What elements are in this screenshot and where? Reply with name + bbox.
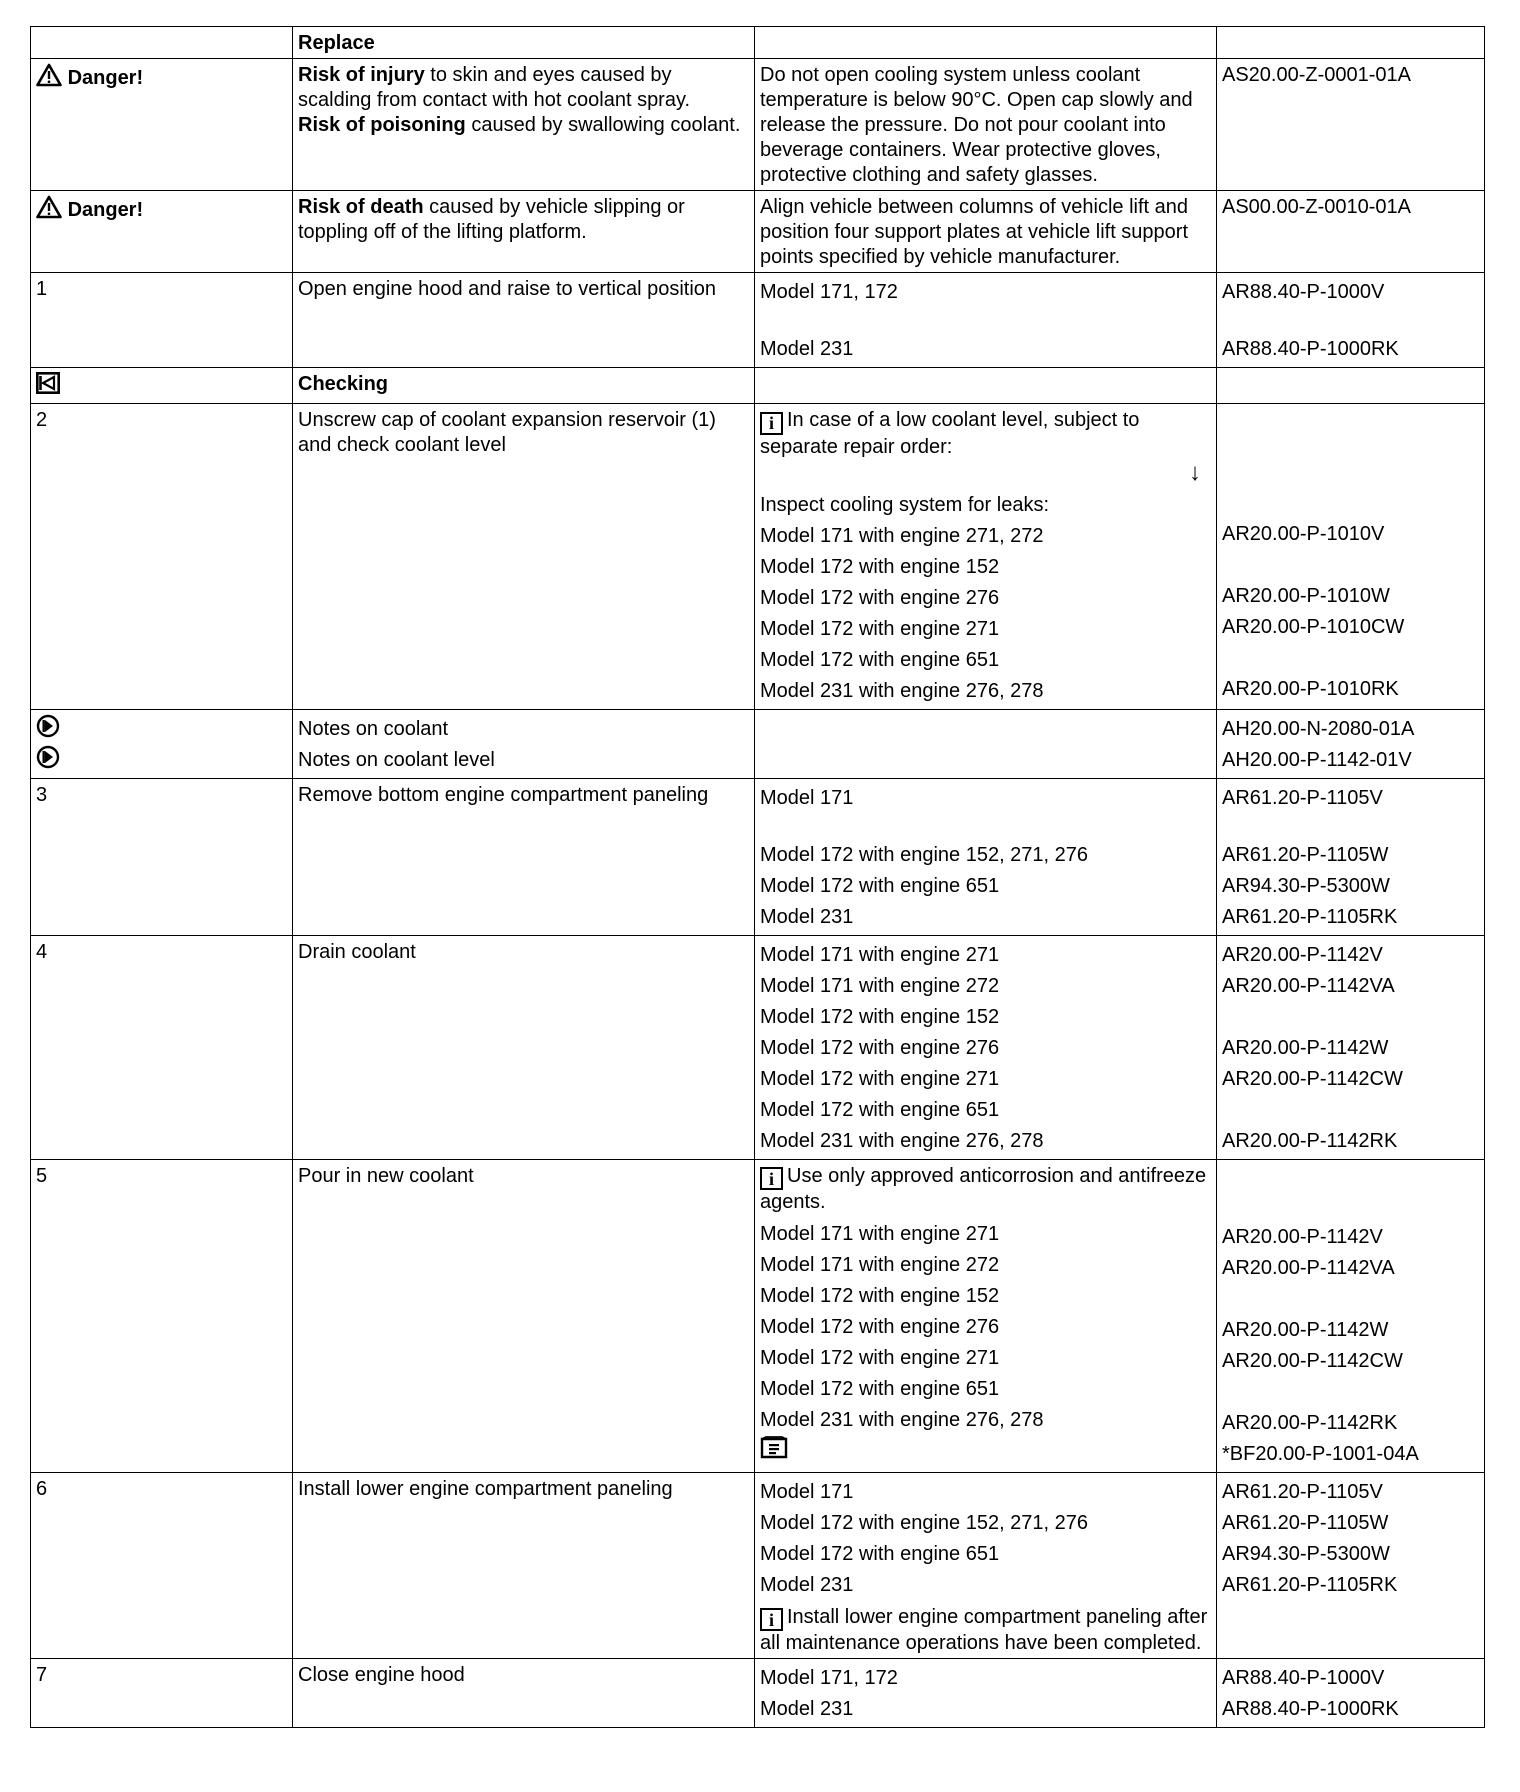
reference-list: AR20.00-P-1142V AR20.00-P-1142VA AR20.00-P-1142W AR20.00-P-1142CW AR20.00-P-1142RK: [1217, 935, 1485, 1159]
info-icon: i: [760, 1608, 783, 1631]
warning-triangle-icon: [36, 195, 62, 226]
danger-label: Danger!: [67, 67, 144, 89]
reference-list: AR20.00-P-1010V AR20.00-P-1010W AR20.00-P-1010CW AR20.00-P-1010RK: [1217, 404, 1485, 710]
info-note: i Install lower engine compartment paneling after all maintenance operations have been completed.: [760, 1605, 1208, 1654]
step-number: 7: [31, 1659, 293, 1728]
step-number: 1: [31, 273, 293, 368]
procedure-document: [30, 26, 1484, 1728]
danger-row-2: [31, 191, 1485, 273]
step-action: Install lower engine compartment paneling: [293, 1472, 755, 1659]
notes-reference-icon: [36, 714, 60, 748]
notes-link[interactable]: Notes on coolant: [298, 717, 449, 740]
step-row-6: [31, 1472, 1485, 1659]
reference-list: AR20.00-P-1142V AR20.00-P-1142VA AR20.00-P-1142W AR20.00-P-1142CW AR20.00-P-1142RK *BF20.00-P-1001-04A: [1217, 1159, 1485, 1472]
model-list: Model 171, 172 Model 231: [755, 1659, 1217, 1728]
model-list: Model 171 Model 172 with engine 152, 271, 276 Model 172 with engine 651 Model 231: [755, 778, 1217, 935]
model-list: Model 171 with engine 271 Model 171 with engine 272 Model 172 with engine 152 Model 172 with engine 276 Model 172 with engine 271 Model 172 with engine 651 Model 231 with engine 276, 278: [755, 935, 1217, 1159]
model-list: i Use only approved anticorrosion and antifreeze agents. Model 171 with engine 271 Model 171 with engine 272 Model 172 with engine 152 Model 172 with engine 276 Model 172 with engine 271 Model 172 with engine 651 Model 231 with engine 276, 278: [755, 1159, 1217, 1472]
step-row-1: [31, 273, 1485, 368]
step-number: 6: [31, 1472, 293, 1659]
replace-heading-row: [31, 27, 1485, 59]
reference-code: AS00.00-Z-0010-01A: [1217, 191, 1485, 273]
reference-list: AR88.40-P-1000V AR88.40-P-1000RK: [1217, 1659, 1485, 1728]
reference-code: AS20.00-Z-0001-01A: [1217, 59, 1485, 191]
model-list: i In case of a low coolant level, subject to separate repair order: ↓ Inspect cooling system for leaks: Model 171 with engine 271, 272 Model 172 with engine 152 Model 172 with engine 276 Model 172 with engine 271 Model 172 with engine 651 Model 231 with engine 276, 278: [755, 404, 1217, 710]
model-list: Model 171 Model 172 with engine 152, 271, 276 Model 172 with engine 651 Model 231 i Install lower engine compartment paneling after all maintenance operations have been completed.: [755, 1472, 1217, 1659]
step-row-5: [31, 1159, 1485, 1472]
reference-list: AR88.40-P-1000V AR88.40-P-1000RK: [1217, 273, 1485, 368]
step-action: Pour in new coolant: [293, 1159, 755, 1472]
info-note: i In case of a low coolant level, subject to separate repair order:: [760, 409, 1140, 458]
risk-description: Risk of death caused by vehicle slipping or toppling off of the lifting platform.: [293, 191, 755, 273]
model-list: Model 171, 172 Model 231: [755, 273, 1217, 368]
reference-list: AR61.20-P-1105V AR61.20-P-1105W AR94.30-P-5300W AR61.20-P-1105RK: [1217, 1472, 1485, 1659]
step-number: 5: [31, 1159, 293, 1472]
step-row-4: [31, 935, 1485, 1159]
protective-measure: Align vehicle between columns of vehicle lift and position four support plates at vehicle lift support points specified by vehicle manufacturer.: [755, 191, 1217, 273]
step-action: Drain coolant: [293, 935, 755, 1159]
step-action: Remove bottom engine compartment paneling: [293, 778, 755, 935]
reference-list: AR61.20-P-1105V AR61.20-P-1105W AR94.30-P-5300W AR61.20-P-1105RK: [1217, 778, 1485, 935]
specification-ref: *BF20.00-P-1001-04A: [1222, 1442, 1419, 1465]
notes-reference-icon: [36, 745, 60, 779]
step-row-2: [31, 404, 1485, 710]
notes-link[interactable]: Notes on coolant level: [298, 748, 495, 771]
step-action: Unscrew cap of coolant expansion reservoir (1) and check coolant level: [293, 404, 755, 710]
risk-description: Risk of injury to skin and eyes caused by scalding from contact with hot coolant spray. Risk of poisoning caused by swallowing coolant.: [293, 59, 755, 191]
step-number: 2: [31, 404, 293, 710]
down-arrow-icon: ↓: [1189, 458, 1201, 486]
info-note: i Use only approved anticorrosion and antifreeze agents.: [760, 1164, 1207, 1213]
notes-row: Notes on coolant Notes on coolant level AH20.00-N-2080-01A AH20.00-P-1142-01V: [31, 709, 1485, 778]
checking-heading-row: [31, 368, 1485, 404]
checking-heading: Checking: [293, 368, 755, 404]
warning-triangle-icon: [36, 63, 62, 94]
specification-icon: [760, 1436, 788, 1470]
info-icon: i: [760, 1167, 783, 1190]
step-action: Close engine hood: [293, 1659, 755, 1728]
checking-symbol-icon: [36, 372, 60, 401]
danger-row-1: [31, 59, 1485, 191]
step-action: Open engine hood and raise to vertical position: [293, 273, 755, 368]
step-number: 3: [31, 778, 293, 935]
step-row-3: [31, 778, 1485, 935]
procedure-table: [30, 26, 1485, 1728]
step-row-7: [31, 1659, 1485, 1728]
replace-heading: Replace: [293, 27, 755, 59]
info-icon: i: [760, 412, 783, 435]
step-number: 4: [31, 935, 293, 1159]
danger-label: Danger!: [67, 199, 144, 221]
protective-measure: Do not open cooling system unless coolant temperature is below 90°C. Open cap slowly and release the pressure. Do not pour coolant into beverage containers. Wear protective gloves, protective clothing and safety glasses.: [755, 59, 1217, 191]
